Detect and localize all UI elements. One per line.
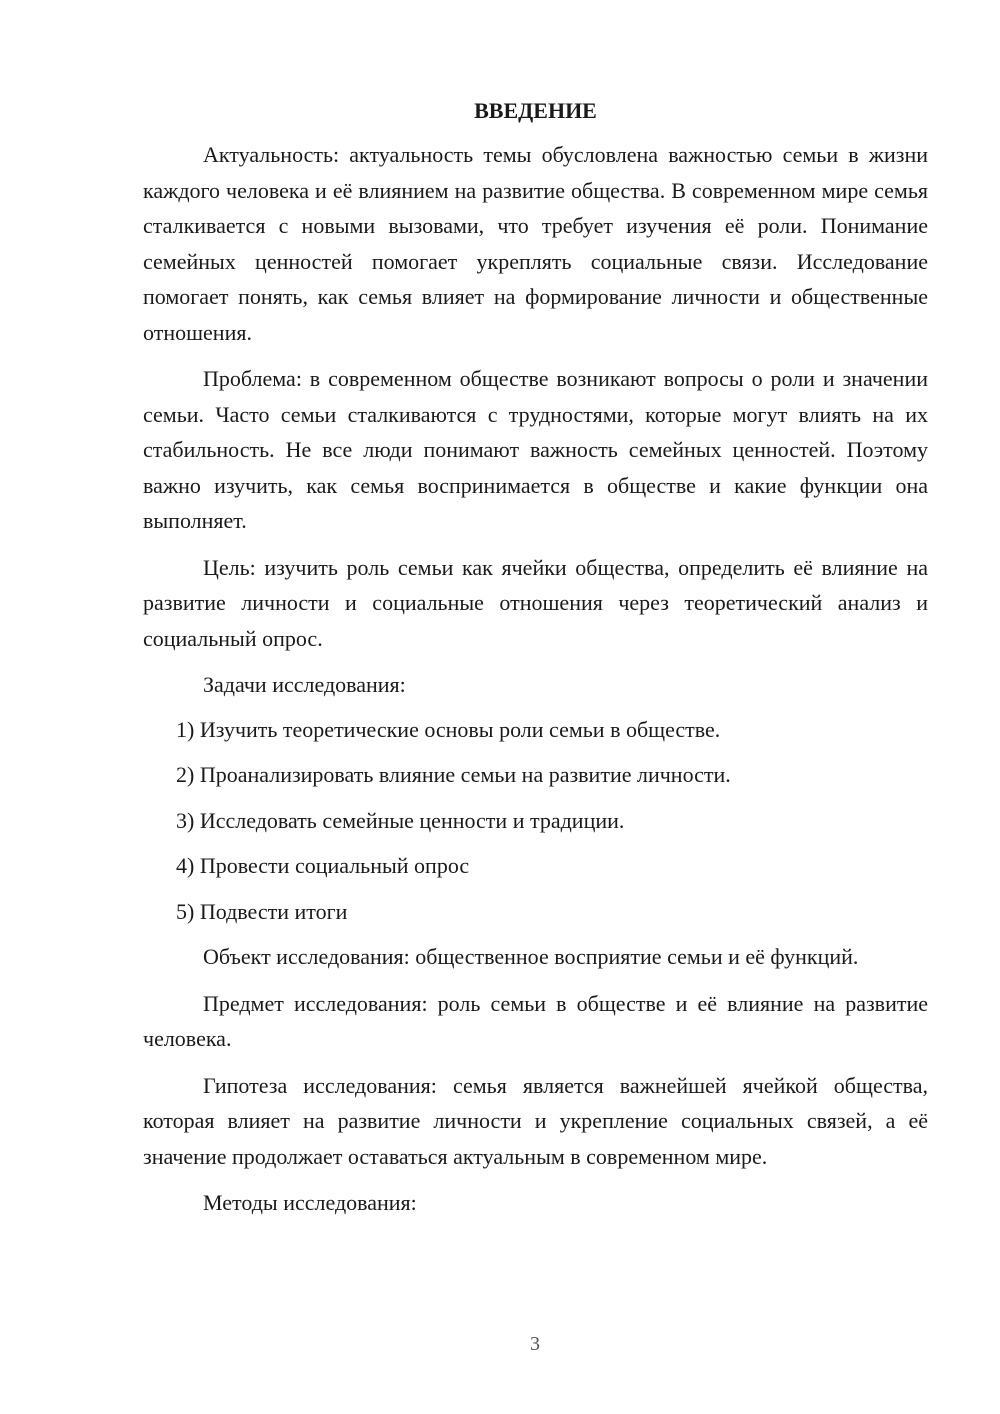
hypothesis-paragraph: Гипотеза исследования: семья является важнейшей ячейкой общества, которая влияет на развитие личности и укрепление социальных связей, а её значение продолжает оставаться актуальным в современном мире.: [143, 1072, 928, 1169]
relevance-paragraph: Актуальность: актуальность темы обусловлена важностью семьи в жизни каждого человека и её влиянием на развитие общества. В современном мире семья сталкивается с новыми вызовами, что требует изучения её роли. Понимание семейных ценностей помогает укреплять социальные связи. Исследование помогает понять, как семья влияет на формирование личности и общественные отношения.: [143, 142, 928, 345]
page-number: 3: [530, 1333, 540, 1355]
task-item-4: 4) Провести социальный опрос: [176, 853, 470, 878]
task-item-2: 2) Проанализировать влияние семьи на развитие личности.: [176, 762, 731, 787]
task-list: [143, 712, 928, 930]
methods-label: Методы исследования:: [203, 1190, 417, 1215]
page-content: [143, 97, 928, 1232]
task-item-5: 5) Подвести итоги: [176, 898, 348, 924]
tasks-label: Задачи исследования:: [203, 672, 406, 697]
goal-paragraph: Цель: изучить роль семьи как ячейки общества, определить её влияние на развитие личности и социальные отношения через теоретический анализ и социальный опрос.: [143, 554, 928, 651]
subject-paragraph: Предмет исследования: роль семьи в обществе и её влияние на развитие человека.: [143, 990, 928, 1051]
page-title: ВВЕДЕНИЕ: [474, 98, 597, 123]
task-item-3: 3) Исследовать семейные ценности и традиции.: [176, 807, 625, 833]
task-item-1: 1) Изучить теоретические основы роли семьи в обществе.: [176, 716, 721, 742]
problem-paragraph: Проблема: в современном обществе возникают вопросы о роли и значении семьи. Часто семьи сталкиваются с трудностями, которые могут влиять на их стабильность. Не все люди понимают важность семейных ценностей. Поэтому важно изучить, как семья воспринимается в обществе и какие функции она выполняет.: [143, 366, 928, 533]
object-paragraph: Объект исследования: общественное восприятие семьи и её функций.: [203, 944, 859, 969]
